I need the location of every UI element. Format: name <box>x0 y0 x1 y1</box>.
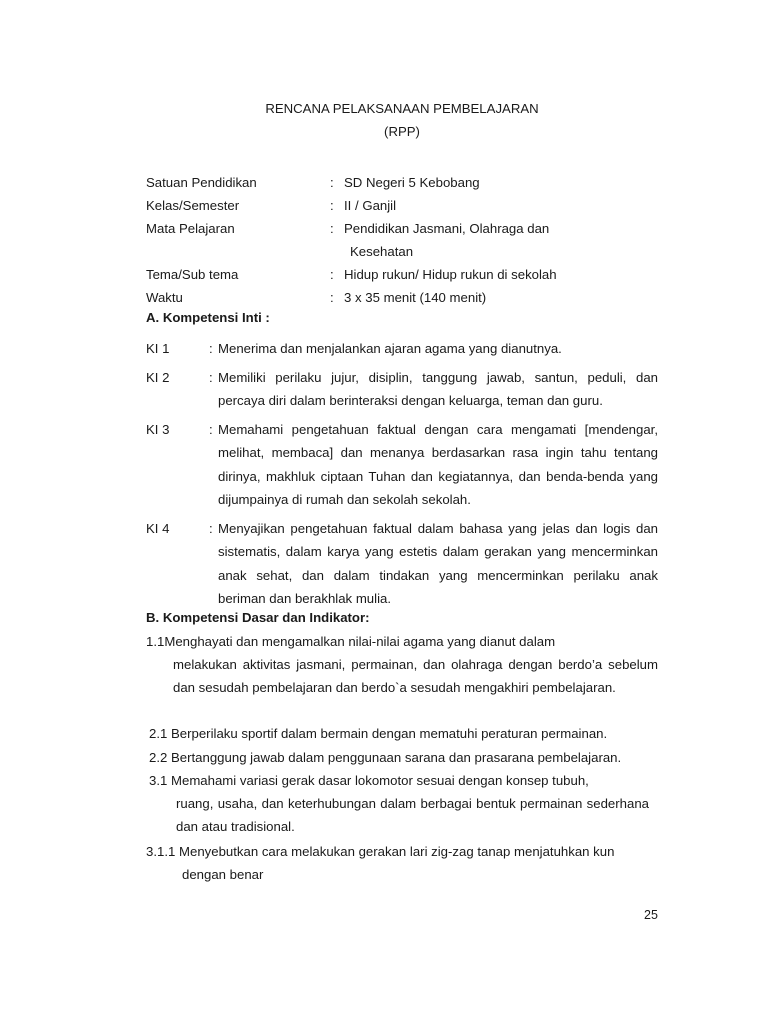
kd-text-continued: ruang, usaha, dan keterhubungan dalam berbagai bentuk permainan sederhana dan atau tradisional. <box>176 796 649 834</box>
identity-row-subject <box>146 217 666 240</box>
identity-row-time <box>146 286 666 309</box>
ki-item <box>146 366 658 413</box>
identity-colon: : <box>330 267 334 282</box>
identity-value: Pendidikan Jasmani, Olahraga dan <box>344 221 550 236</box>
identity-row-school <box>146 171 666 194</box>
identity-value: SD Negeri 5 Kebobang <box>344 175 480 190</box>
section-heading-kompetensi-inti: A. Kompetensi Inti : <box>146 310 270 325</box>
document-title: RENCANA PELAKSANAAN PEMBELAJARAN <box>265 101 539 116</box>
identity-colon: : <box>330 290 334 305</box>
kd-item-3-1 <box>149 769 649 838</box>
identity-colon: : <box>330 175 334 190</box>
identity-row-class <box>146 194 666 217</box>
ki-code: KI 2 <box>146 370 170 385</box>
kd-item-2-2: 2.2 Bertanggung jawab dalam penggunaan sarana dan prasarana pembelajaran. <box>149 750 622 765</box>
identity-label: Mata Pelajaran <box>146 221 235 236</box>
ki-colon: : <box>209 341 213 356</box>
identity-value: Hidup rukun/ Hidup rukun di sekolah <box>344 267 557 282</box>
identity-colon: : <box>330 198 334 213</box>
identity-row-theme <box>146 263 666 286</box>
identity-value-continued: Kesehatan <box>350 244 414 259</box>
identity-label: Tema/Sub tema <box>146 267 239 282</box>
kd-item-2-1: 2.1 Berperilaku sportif dalam bermain dengan mematuhi peraturan permainan. <box>149 726 608 741</box>
kd-text-continued: melakukan aktivitas jasmani, permainan, dan olahraga dengan berdo’a sebelum dan sesudah pembelajaran dan berdo`a sesudah mengakhiri pembelajaran. <box>173 657 658 695</box>
section-heading-kompetensi-dasar: B. Kompetensi Dasar dan Indikator: <box>146 610 370 625</box>
ki-colon: : <box>209 521 213 536</box>
kd-text-first-line: 3.1 Memahami variasi gerak dasar lokomotor sesuai dengan konsep tubuh, <box>149 773 589 788</box>
identity-colon: : <box>330 221 334 236</box>
identity-value: II / Ganjil <box>344 198 397 213</box>
ki-text: Menyajikan pengetahuan faktual dalam bahasa yang jelas dan logis dan sistematis, dalam karya yang estetis dalam gerakan yang mencerminkan anak sehat, dan dalam tindakan yang mencerminkan perilaku anak beriman dan berakhlak mulia. <box>218 521 658 606</box>
ki-item <box>146 337 658 360</box>
ki-item <box>146 517 658 610</box>
ki-text: Menerima dan menjalankan ajaran agama yang dianutnya. <box>218 341 562 356</box>
identity-label: Waktu <box>146 290 183 305</box>
kd-text-first-line: 1.1Menghayati dan mengamalkan nilai-nilai agama yang dianut dalam <box>146 634 556 649</box>
ki-text: Memahami pengetahuan faktual dengan cara mengamati [mendengar, melihat, membaca] dan menanya berdasarkan rasa ingin tahu tentang dirinya, makhluk ciptaan Tuhan dan kegiatannya, dan benda-benda yang dijumpainya di rumah dan sekolah sekolah. <box>218 422 658 507</box>
kd-item-1-1 <box>146 630 658 699</box>
identity-label: Kelas/Semester <box>146 198 240 213</box>
ki-code: KI 3 <box>146 422 170 437</box>
identity-value: 3 x 35 menit (140 menit) <box>344 290 487 305</box>
ki-text: Memiliki perilaku jujur, disiplin, tanggung jawab, santun, peduli, dan percaya diri dalam berinteraksi dengan keluarga, teman dan guru. <box>218 370 658 409</box>
identity-label: Satuan Pendidikan <box>146 175 257 190</box>
identity-block <box>146 171 666 309</box>
ki-item <box>146 418 658 511</box>
ki-code: KI 4 <box>146 521 170 536</box>
page-number: 25 <box>644 908 658 922</box>
ki-code: KI 1 <box>146 341 170 356</box>
ki-colon: : <box>209 370 213 385</box>
indicator-text-first-line: 3.1.1 Menyebutkan cara melakukan gerakan lari zig-zag tanap menjatuhkan kun <box>146 844 615 859</box>
indicator-text-continued: dengan benar <box>182 867 264 882</box>
document-subtitle: (RPP) <box>384 124 420 139</box>
ki-colon: : <box>209 422 213 437</box>
indicator-item-3-1-1 <box>146 840 666 886</box>
